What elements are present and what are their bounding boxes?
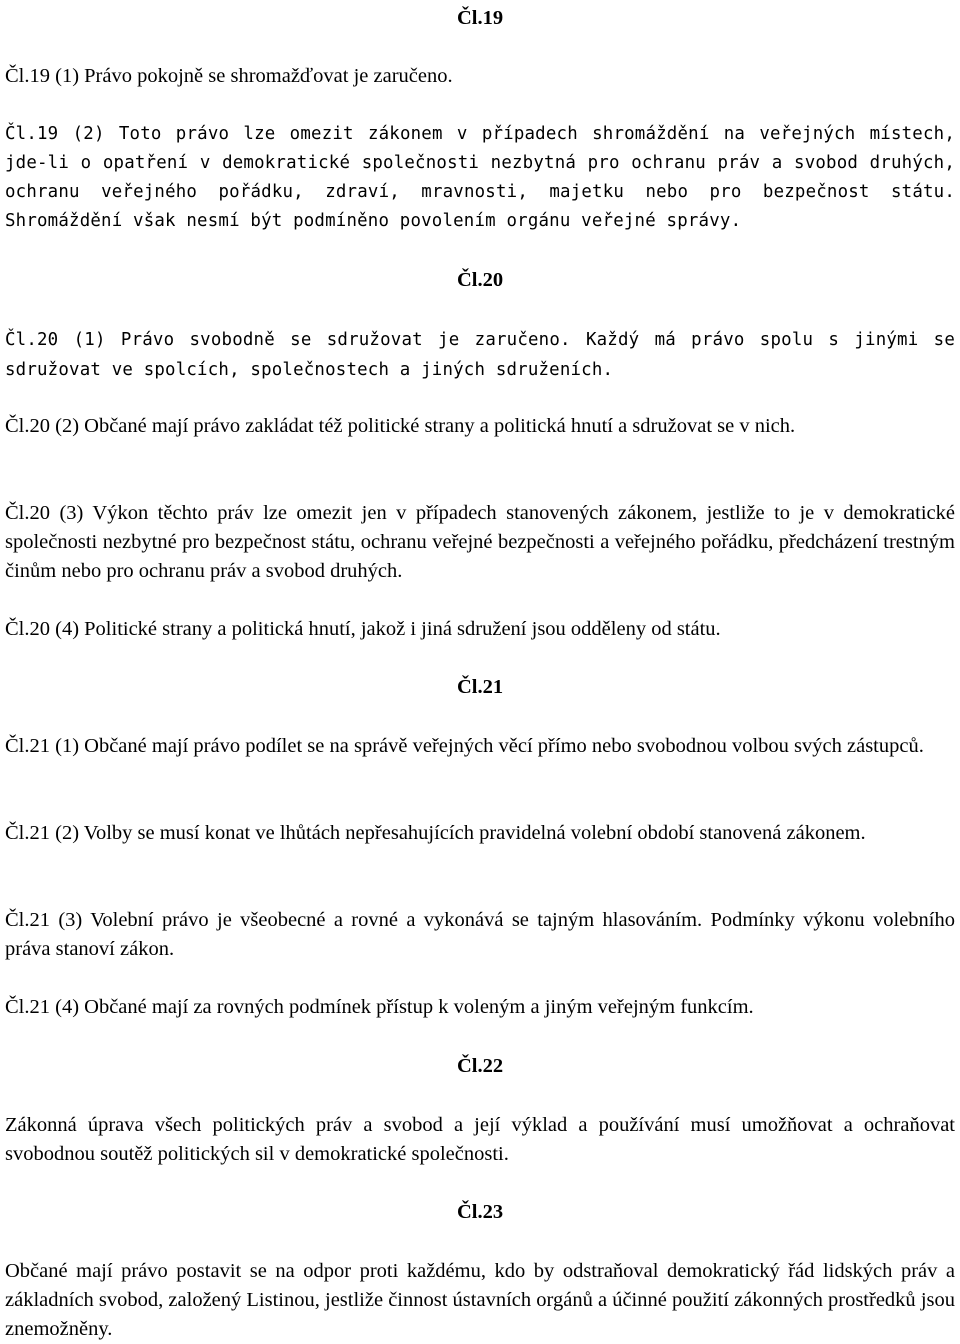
paragraph-19-1: Čl.19 (1) Právo pokojně se shromažďovat je zaručeno.	[5, 65, 453, 87]
article-heading-21-text: Čl.21	[456, 676, 504, 698]
article-heading-21	[5, 673, 955, 702]
article-heading-23-text: Čl.23	[456, 1201, 504, 1223]
paragraph-20-2: Čl.20 (2) Občané mají právo zakládat též politické strany a politická hnutí a sdružovat se v nich.	[5, 415, 796, 437]
article-heading-22-text: Čl.22	[456, 1055, 504, 1077]
article-heading-19	[5, 4, 955, 33]
paragraph-20-1-text: Čl.20 (1) Právo svobodně se sdružovat je zaručeno. Každý má právo spolu s jinými se sdružovat ve spolcích, společnostech a jiných sdruženích.	[5, 330, 955, 380]
paragraph-23: Občané mají právo postavit se na odpor proti každému, kdo by odstraňoval demokratický řád lidských práv a základních svobod, založený Listinou, jestliže činnost ústavních orgánů a účinné použití zákonných prostředků jsou znemožněny.	[5, 1260, 955, 1340]
paragraph-19-2: Čl.19 (2) Toto právo lze omezit zákonem v případech shromáždění na veřejných místech, jde-li o opatření v demokratické společnosti nezbytná pro ochranu práv a svobod druhých, ochranu veřejného pořádku, zdraví, mravnosti, majetku nebo pro bezpečnost státu. Shromáždění však nesmí být podmíněno povolením orgánu veřejné správy.	[5, 124, 955, 231]
article-heading-20-text: Čl.20	[456, 269, 504, 291]
paragraph-21-3: Čl.21 (3) Volební právo je všeobecné a rovné a vykonává se tajným hlasováním. Podmínky výkonu volebního práva stanoví zákon.	[5, 909, 955, 960]
article-heading-19-text: Čl.19	[456, 7, 504, 29]
paragraph-21-1: Čl.21 (1) Občané mají právo podílet se na správě veřejných věcí přímo nebo svobodnou volbou svých zástupců.	[5, 735, 924, 757]
paragraph-21-4: Čl.21 (4) Občané mají za rovných podmínek přístup k voleným a jiným veřejným funkcím.	[5, 996, 754, 1018]
paragraph-20-4: Čl.20 (4) Politické strany a politická hnutí, jakož i jiná sdružení jsou odděleny od státu.	[5, 618, 721, 640]
paragraph-21-2: Čl.21 (2) Volby se musí konat ve lhůtách nepřesahujících pravidelná volební období stanovená zákonem.	[5, 822, 866, 844]
article-heading-22	[5, 1052, 955, 1081]
article-heading-20	[5, 266, 955, 295]
article-heading-23	[5, 1198, 955, 1227]
paragraph-22: Zákonná úprava všech politických práv a svobod a její výklad a používání musí umožňovat a ochraňovat svobodnou soutěž politických sil v demokratické společnosti.	[5, 1114, 955, 1165]
paragraph-20-1	[5, 325, 955, 385]
paragraph-20-3: Čl.20 (3) Výkon těchto práv lze omezit jen v případech stanovených zákonem, jestliže to je v demokratické společnosti nezbytné pro bezpečnost státu, ochranu veřejné bezpečnosti a veřejného pořádku, předcházení trestným činům nebo pro ochranu práv a svobod druhých.	[5, 502, 955, 582]
